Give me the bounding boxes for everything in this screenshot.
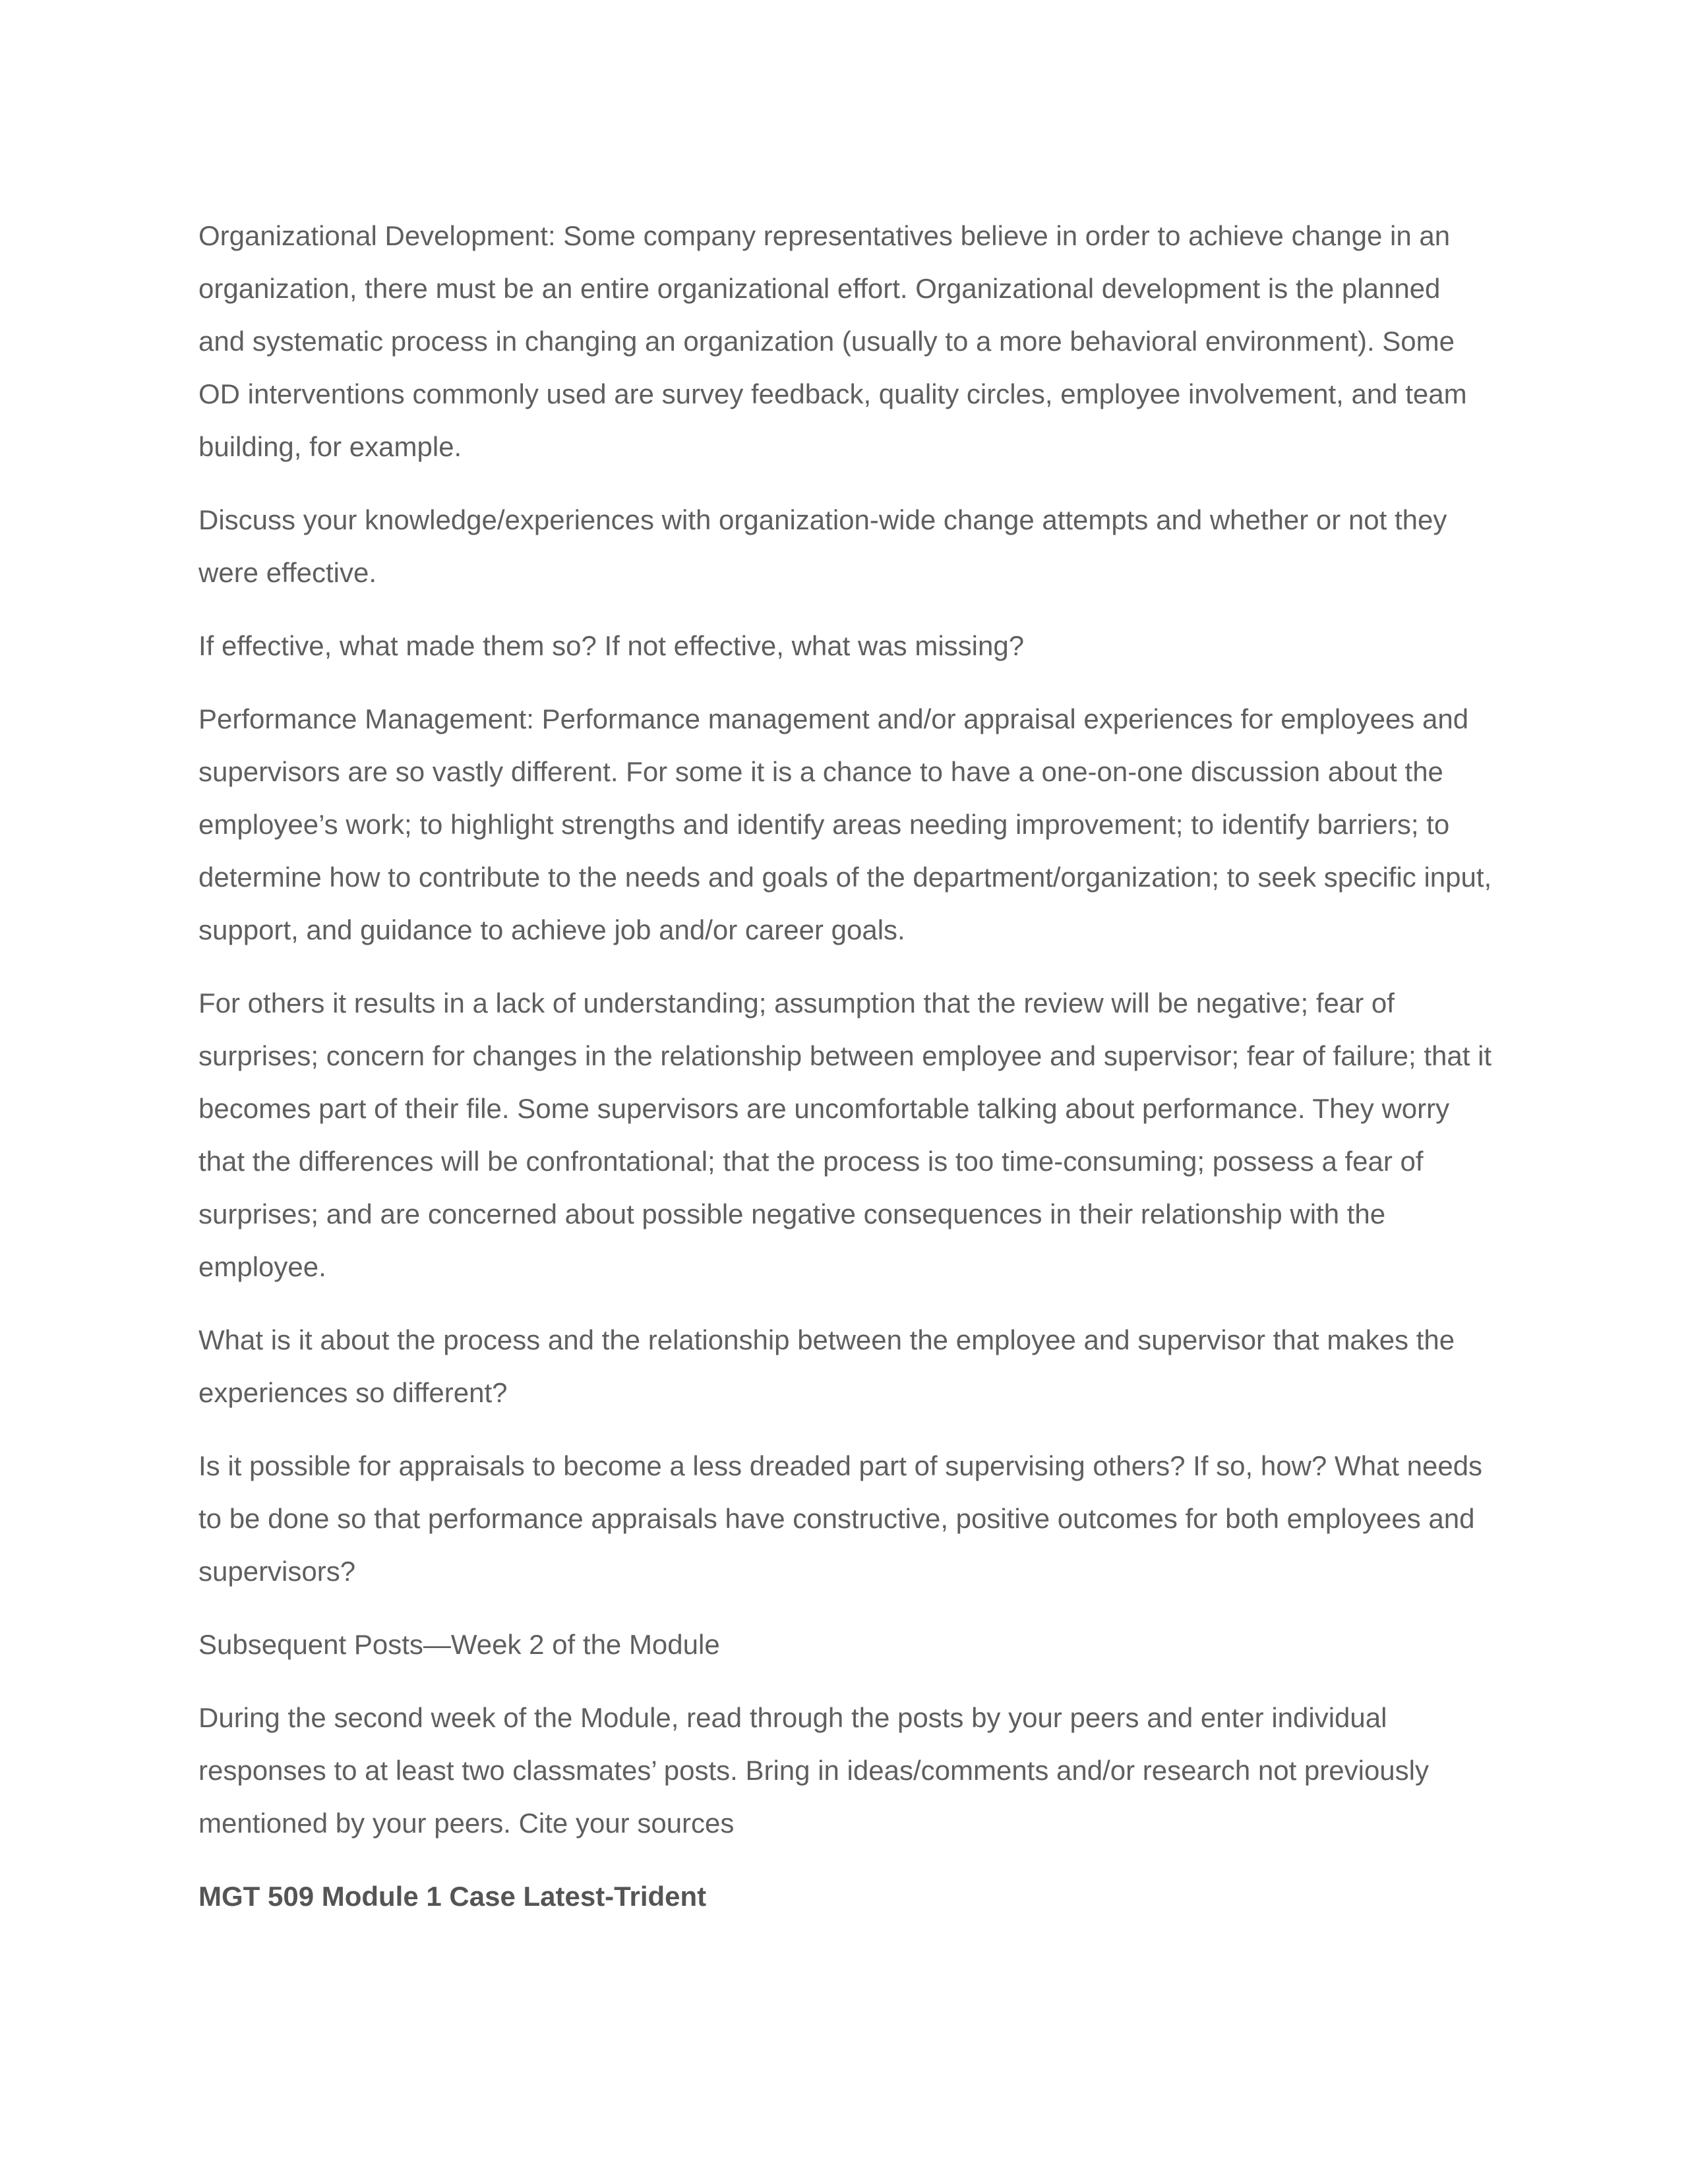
text-line: support, and guidance to achieve job and/or career goals. <box>198 914 905 945</box>
text-line: employee. <box>198 1251 326 1282</box>
text-line: surprises; concern for changes in the relationship between employee and supervisor; fear of failure; that it <box>198 1040 1492 1071</box>
text-line: Performance Management: Performance management and/or appraisal experiences for employees and <box>198 703 1469 734</box>
paragraph-organizational-development <box>198 210 1491 473</box>
text-line: Organizational Development: Some company representatives believe in order to achieve change in an <box>198 220 1451 251</box>
text-line: determine how to contribute to the needs and goals of the department/organization; to seek specific input, <box>198 862 1492 893</box>
paragraph-for-others <box>198 977 1491 1293</box>
paragraph-second-week-instructions <box>198 1692 1491 1850</box>
text-line: surprises; and are concerned about possible negative consequences in their relationship with the <box>198 1198 1386 1229</box>
text-line: During the second week of the Module, read through the posts by your peers and enter individual <box>198 1702 1387 1733</box>
text-line: supervisors? <box>198 1556 356 1587</box>
paragraph-subsequent-posts <box>198 1618 1491 1671</box>
paragraph-appraisals-question <box>198 1440 1491 1598</box>
paragraph-process-relationship-question <box>198 1314 1491 1419</box>
text-line: employee’s work; to highlight strengths and identify areas needing improvement; to identify barriers; to <box>198 809 1450 840</box>
paragraph-discuss-change-attempts <box>198 494 1491 599</box>
document-body <box>198 210 1491 1943</box>
text-line: were effective. <box>198 557 377 588</box>
case-heading <box>198 1870 1491 1923</box>
text-line: building, for example. <box>198 431 462 462</box>
text-line: that the differences will be confrontational; that the process is too time-consuming; possess a fear of <box>198 1146 1424 1177</box>
text-line: What is it about the process and the relationship between the employee and supervisor that makes the <box>198 1324 1455 1355</box>
text-line: Discuss your knowledge/experiences with organization-wide change attempts and whether or not they <box>198 504 1447 535</box>
text-line: Subsequent Posts—Week 2 of the Module <box>198 1629 720 1660</box>
text-line: becomes part of their file. Some supervisors are uncomfortable talking about performance. They worry <box>198 1093 1450 1124</box>
text-line: OD interventions commonly used are survey feedback, quality circles, employee involvement, and team <box>198 378 1467 409</box>
text-line: Is it possible for appraisals to become a less dreaded part of supervising others? If so, how? What needs <box>198 1450 1483 1481</box>
text-line: organization, there must be an entire organizational effort. Organizational development is the planned <box>198 273 1441 304</box>
paragraph-effectiveness-question <box>198 620 1491 672</box>
text-line: and systematic process in changing an organization (usually to a more behavioral environment). Some <box>198 326 1455 357</box>
text-line: For others it results in a lack of understanding; assumption that the review will be negative; fear of <box>198 988 1395 1018</box>
text-line: responses to at least two classmates’ posts. Bring in ideas/comments and/or research not previously <box>198 1755 1429 1786</box>
text-line: mentioned by your peers. Cite your sources <box>198 1808 735 1839</box>
case-heading-text: MGT 509 Module 1 Case Latest-Trident <box>198 1881 707 1912</box>
text-line: to be done so that performance appraisals have constructive, positive outcomes for both employees and <box>198 1503 1475 1534</box>
text-line: supervisors are so vastly different. For some it is a chance to have a one-on-one discussion about the <box>198 756 1443 787</box>
paragraph-performance-management <box>198 693 1491 957</box>
text-line: experiences so different? <box>198 1377 508 1408</box>
text-line: If effective, what made them so? If not effective, what was missing? <box>198 630 1025 661</box>
